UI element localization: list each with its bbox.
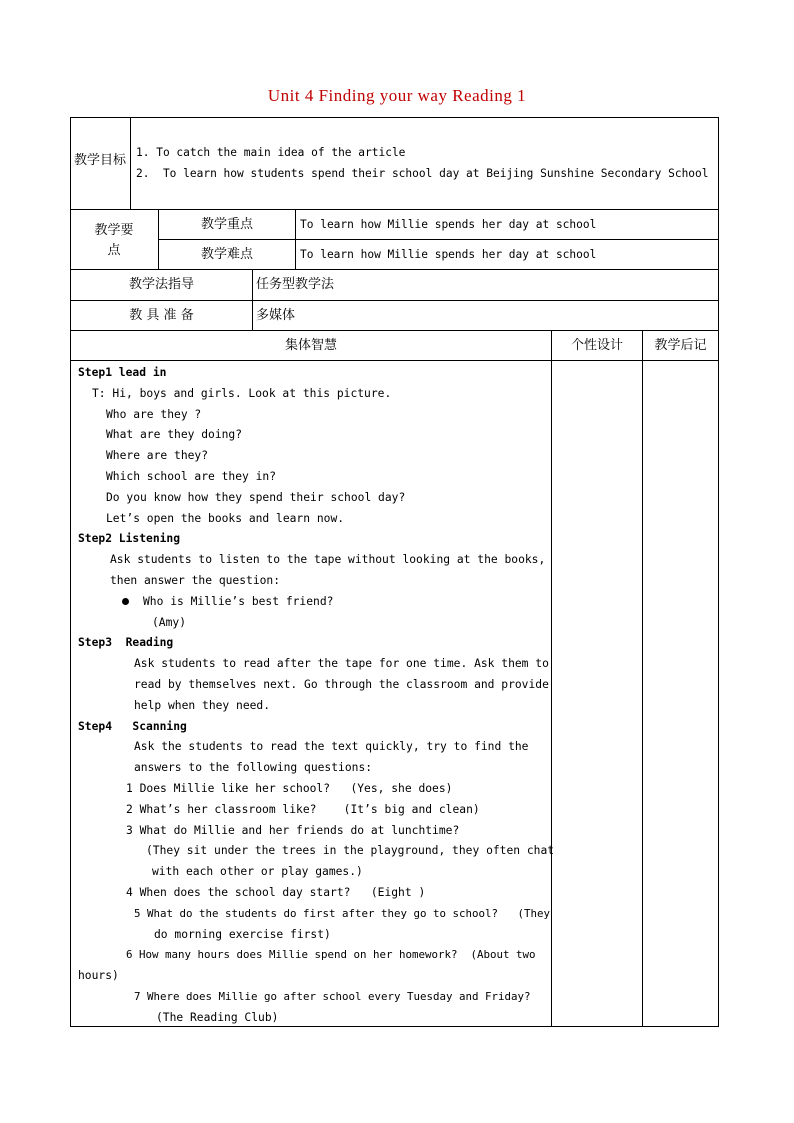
tools-value: 多媒体 [256,307,296,323]
personal-design-header: 个性设计 [570,337,623,353]
question-line: 7 Where does Millie go after school every Tuesday and Friday? [134,989,531,1003]
step-line: What are they doing? [106,428,243,442]
question-line: 1 Does Millie like her school? (Yes, she does) [126,781,453,795]
difficult-points-text: To learn how Millie spends her day at school [300,247,597,261]
step-line: Ask students to read after the tape for one time. Ask them to [134,657,549,671]
step-title: Step3 Reading [78,636,174,650]
collective-wisdom-header: 集体智慧 [284,337,337,353]
lesson-steps [70,361,555,1029]
key-points-label: 教学要点 [94,223,134,258]
step-line: Let’s open the books and learn now. [106,511,345,525]
question-line: (They sit under the trees in the playground, they often chat [146,844,555,858]
method-value: 任务型教学法 [256,277,335,292]
table-col-divider [642,330,643,1027]
step-title: Step1 lead in [78,366,167,379]
step-line: Which school are they in? [106,469,277,483]
question-line: (The Reading Club) [156,1010,279,1024]
bullet-icon [122,598,129,605]
important-points-text: To learn how Millie spends her day at school [300,217,597,231]
document-title: Unit 4 Finding your way Reading 1 [267,86,527,105]
table-col-divider [551,330,552,1027]
step-line: then answer the question: [110,573,281,587]
step-line: answers to the following questions: [134,761,373,775]
difficult-points-label: 教学难点 [200,246,253,262]
step-line: Who are they ? [106,407,202,421]
question-line: 5 What do the students do first after they go to school? (They [134,906,551,920]
step-line: T: Hi, boys and girls. Look at this picture. [92,386,392,400]
question-line: 2 What’s her classroom like? (It’s big and clean) [126,802,480,816]
objective-item: 1. To catch the main idea of the article [136,146,406,159]
objective-item: 2. To learn how students spend their school day at Beijing Sunshine Secondary School [136,167,709,180]
objectives-list [136,142,709,184]
step-answer: (Amy) [152,615,187,629]
question-line: do morning exercise first) [154,927,331,941]
bullet-question: Who is Millie’s best friend? [70,592,550,613]
step-title: Step2 Listening [78,532,181,546]
question-line: 3 What do Millie and her friends do at lunchtime? [126,823,460,837]
step-title: Step4 Scanning [78,719,187,733]
step-line: read by themselves next. Go through the classroom and provide [134,677,549,691]
table-col-divider [130,117,131,209]
teaching-notes-header: 教学后记 [654,337,707,353]
table-col-divider [295,209,296,269]
question-line: with each other or play games.) [152,865,363,879]
step-line: Ask the students to read the text quickly, try to find the [134,740,529,754]
tools-label: 教 具 准 备 [129,307,194,323]
question-line: 4 When does the school day start? (Eight ) [126,885,426,899]
table-border-right [718,117,719,1027]
question-line: hours) [78,969,119,983]
step-line: Do you know how they spend their school day? [106,490,406,504]
step-line: Ask students to listen to the tape without looking at the books, [110,553,546,567]
table-border-top [70,117,719,118]
important-points-label: 教学重点 [200,216,253,232]
lesson-plan-table [70,117,719,1027]
table-col-divider [252,269,253,330]
method-label: 教学法指导 [128,277,194,292]
step-line: help when they need. [134,698,271,712]
step-line: Where are they? [106,449,209,463]
question-line: 6 How many hours does Millie spend on her homework? (About two [126,948,536,962]
objectives-label: 教学目标 [74,153,127,168]
